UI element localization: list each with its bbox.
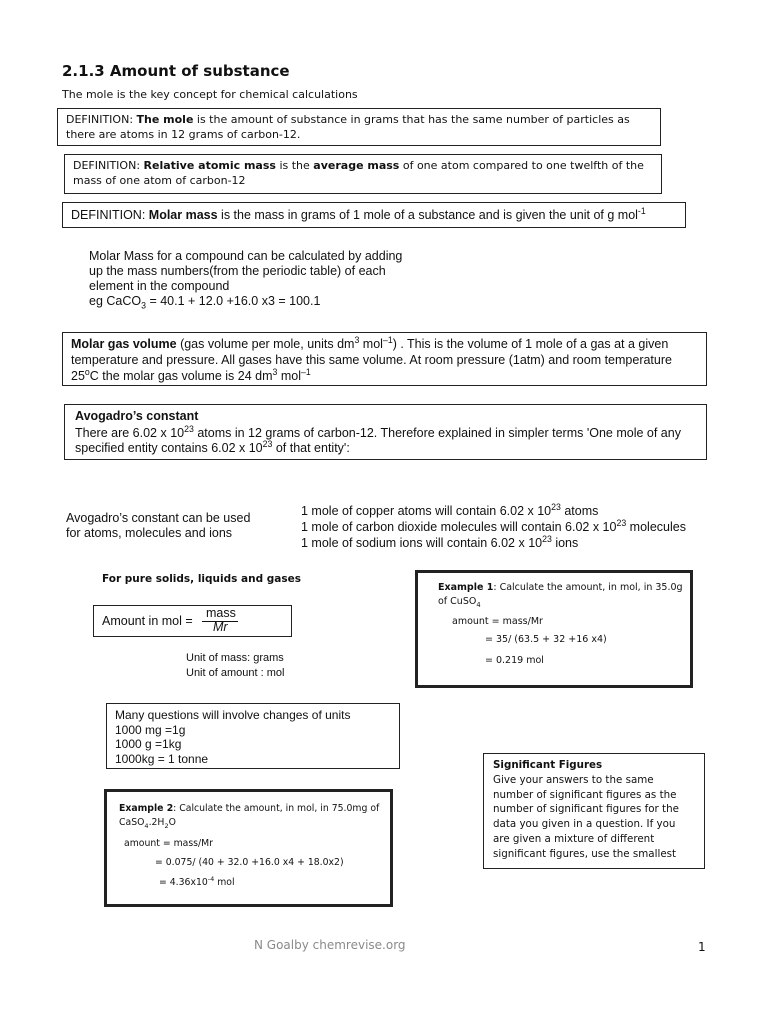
example-2-answer: = $4.36x10^{-4}$ mol	[159, 874, 235, 888]
unit-superscript: -1	[637, 205, 646, 216]
definition-molar-mass-box	[62, 202, 686, 228]
definition-ram-box	[64, 154, 662, 194]
significant-figures-box: Significant Figures Give your answers to the same number of significant figures as the number of significant figures for the data you given in a question. If you are given a mixture of different significant figures, use the smallest	[483, 753, 705, 869]
intro-text: The mole is the key concept for chemical calculations	[62, 88, 358, 101]
definition-prefix: DEFINITION:	[73, 159, 144, 172]
note-example: eg CaCO$_3$ = 40.1 + 12.0 +16.0 x3 = 100.1	[89, 294, 321, 311]
definition-text: is the mass in grams of 1 mole of a substance and is given the unit of g mol	[217, 208, 638, 222]
example-line: 1 mole of copper atoms will contain 6.02 x $10^{23}$ atoms	[301, 501, 599, 518]
pure-substances-heading: For pure solids, liquids and gases	[102, 573, 301, 585]
page-number: 1	[698, 940, 706, 954]
note-line: Molar Mass for a compound can be calculated by adding	[89, 249, 403, 263]
avogadro-examples	[301, 503, 686, 551]
example-2-question: Example 2: Calculate the amount, in mol, in 75.0mg of	[119, 803, 380, 814]
definition-term-2: average mass	[313, 159, 400, 172]
definition-text: is the amount of substance in grams that has the same number of particles as there are atoms in 12 grams of carbon-12.	[66, 113, 630, 141]
example-1-step-2: = 35/ (63.5 + 32 +16 x4)	[485, 634, 607, 645]
avogadro-title: Avogadro’s constant	[75, 409, 199, 423]
formula-numerator: mass	[206, 606, 236, 620]
definition-mole-box	[57, 108, 661, 146]
definition-text-2: of one atom compared to one twelfth of the mass of one atom of carbon-12	[73, 159, 644, 187]
avogadro-box	[64, 404, 707, 460]
definition-term: Molar mass	[148, 208, 218, 222]
definition-text: is the	[275, 159, 314, 172]
molar-gas-term: Molar gas volume	[71, 337, 177, 351]
avogadro-use-text: Avogadro’s constant can be used for atoms, molecules and ions	[66, 511, 251, 540]
example-1-question: Example 1: Calculate the amount, in mol, in 35.0g of CuSO$_4$	[438, 582, 683, 609]
note-line: element in the compound	[89, 279, 230, 293]
footer-credit: N Goalby chemrevise.org	[254, 938, 406, 952]
example-line: 1 mole of carbon dioxide molecules will contain 6.02 x $10^{23}$ molecules	[301, 517, 686, 534]
avogadro-text: There are 6.02 x $10^{23}$ atoms in 12 grams of carbon-12. Therefore explained in simpler terms 'One mole of any specified entity contains 6.02 x $10^{23}$ of that entity':	[75, 423, 681, 455]
units-text: Unit of mass: grams Unit of amount : mol	[186, 652, 285, 679]
definition-prefix: DEFINITION:	[66, 113, 137, 126]
example-2-formula: $CaSO_4.2H_2O$	[119, 817, 176, 830]
example-2-step-1: amount = mass/Mr	[124, 838, 213, 849]
example-1-step-1: amount = mass/Mr	[452, 616, 543, 627]
formula-denominator: Mr	[213, 620, 228, 634]
sig-figs-title: Significant Figures	[493, 759, 603, 771]
definition-prefix: DEFINITION:	[71, 208, 149, 222]
example-1-answer: = 0.219 mol	[485, 655, 544, 666]
unit-changes-box: Many questions will involve changes of units 1000 mg =1g 1000 g =1kg 1000kg = 1 tonne	[106, 703, 400, 769]
formula-label: Amount in mol =	[102, 614, 193, 628]
molar-gas-volume-box: Molar gas volume (gas volume per mole, units $dm^3$ mol$^{-1}$) . This is the volume of 1 mole of a gas at a given temperature and pressure. All gases have this same volume. At room pressure (1atm) and room temperature 25$^o$C the molar gas volume is 24 $dm^3$ mol$^{-1}$	[62, 332, 707, 386]
example-2-box	[104, 789, 393, 907]
note-line: up the mass numbers(from the periodic table) of each	[89, 264, 386, 278]
example-1-box	[415, 570, 693, 688]
definition-term: Relative atomic mass	[143, 159, 276, 172]
amount-formula-box	[93, 605, 292, 637]
molar-mass-note	[89, 249, 402, 309]
definition-term: The mole	[136, 113, 194, 126]
page-title: 2.1.3 Amount of substance	[62, 62, 290, 80]
example-line: 1 mole of sodium ions will contain 6.02 x $10^{23}$ ions	[301, 533, 579, 550]
example-2-step-2: = 0.075/ (40 + 32.0 +16.0 x4 + 18.0x2)	[155, 857, 344, 868]
